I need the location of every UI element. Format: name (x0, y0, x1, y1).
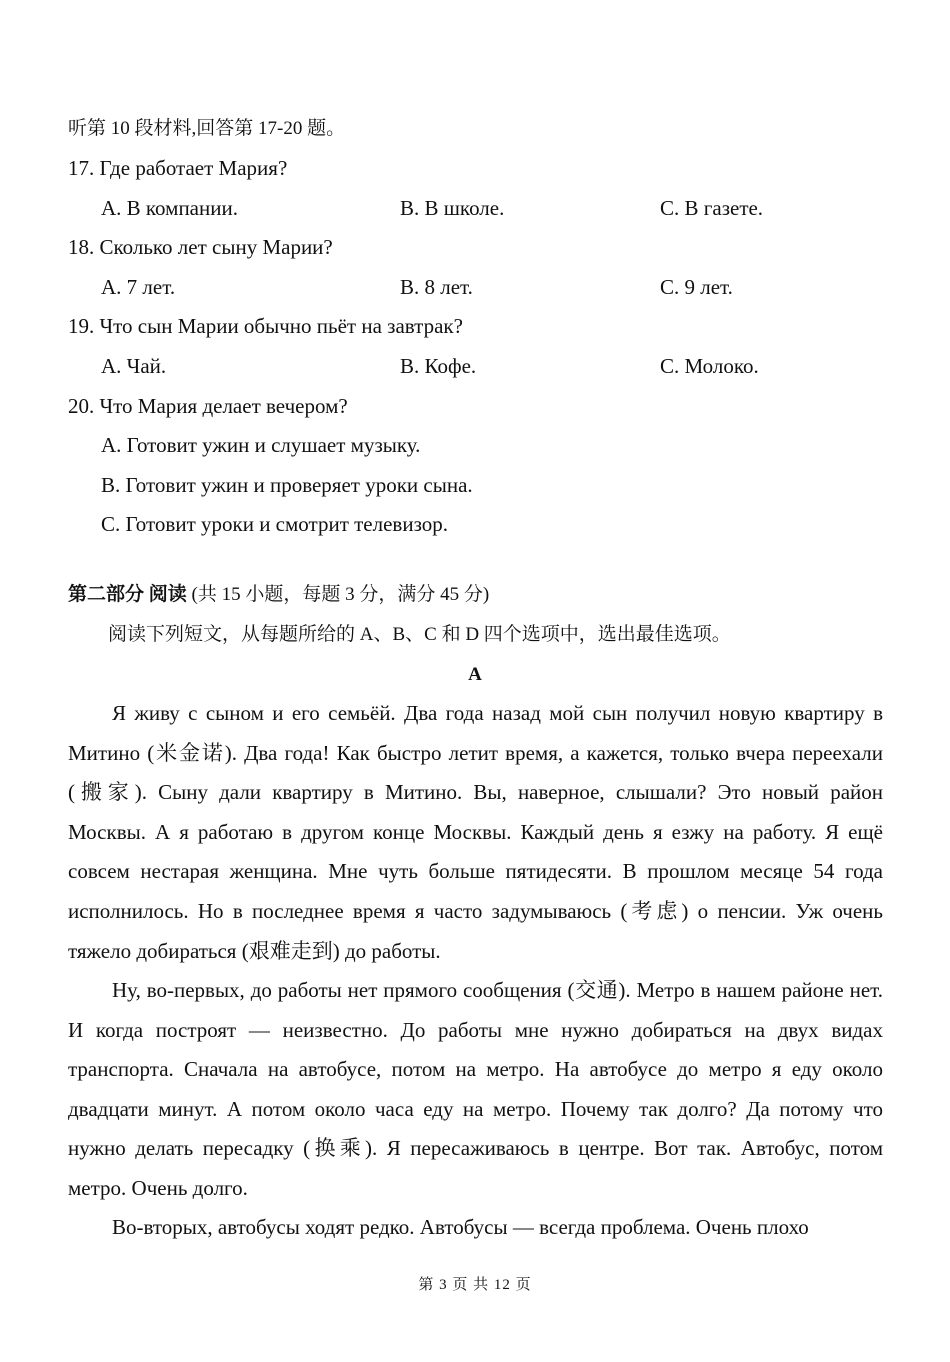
listening-intro: 听第 10 段材料,回答第 17-20 题。 (68, 118, 346, 139)
question-18-option-a: A. 7 лет. (101, 275, 176, 299)
passage-label: A (468, 664, 482, 685)
passage-paragraph-3: Во-вторых, автобусы ходят редко. Автобусы — всегда проблема. Очень плохо (112, 1215, 809, 1239)
question-18-stem: 18. Сколько лет сыну Марии? (68, 235, 333, 259)
question-18-option-c: C. 9 лет. (660, 275, 733, 299)
passage-paragraph-1: Я живу с сыном и его семьёй. Два года назад мой сын получил новую квартиру в Митино (米金诺). Два года! Как быстро летит время, а кажется, только вчера переехали (搬家). Сыну дали квартиру в Митино. Вы, наверное, слышали? Это новый район Москвы. А я работаю в другом конце Москвы. Каждый день я езжу на работу. Я ещё совсем нестарая женщина. Мне чуть больше пятидесяти. В прошлом месяце 54 года исполнилось. Но в последнее время я часто задумываюсь (考虑) о пенсии. Уж очень тяжело добираться (艰难走到) до работы. (68, 701, 883, 963)
question-17-option-a: A. В компании. (101, 196, 238, 220)
question-20-stem: 20. Что Мария делает вечером? (68, 394, 348, 418)
question-19-option-c: C. Молоко. (660, 354, 759, 378)
question-19-stem: 19. Что сын Марии обычно пьёт на завтрак? (68, 314, 463, 338)
question-17-stem: 17. Где работает Мария? (68, 156, 288, 180)
question-20-option-c: C. Готовит уроки и смотрит телевизор. (101, 512, 448, 536)
question-19-option-b: B. Кофе. (400, 354, 477, 378)
page-number-footer: 第 3 页 共 12 页 (418, 1277, 532, 1293)
section-2-scoring: (共 15 小题，每题 3 分，满分 45 分) (186, 584, 490, 605)
question-20-option-b: B. Готовит ужин и проверяет уроки сына. (101, 473, 473, 497)
question-17-option-b: B. В школе. (400, 196, 505, 220)
question-19-option-a: A. Чай. (101, 354, 167, 378)
question-20-option-a: A. Готовит ужин и слушает музыку. (101, 433, 421, 457)
question-18-option-b: B. 8 лет. (400, 275, 473, 299)
passage-paragraph-2: Ну, во-первых, до работы нет прямого сообщения (交通). Метро в нашем районе нет. И когда построят — неизвестно. До работы мне нужно добираться на двух видах транспорта. Сначала на автобусе, потом на метро. На автобусе до метро я еду около двадцати минут. А потом около часа еду на метро. Почему так долго? Да потому что нужно делать пересадку (换乘). Я пересаживаюсь в центре. Вот так. Автобус, потом метро. Очень долго. (68, 978, 883, 1200)
question-17-option-c: C. В газете. (660, 196, 764, 220)
section-2-title: 第二部分 阅读 (68, 584, 187, 605)
section-2-instruction: 阅读下列短文，从每题所给的 A、B、C 和 D 四个选项中，选出最佳选项。 (108, 624, 731, 645)
section-2-heading (68, 582, 489, 608)
